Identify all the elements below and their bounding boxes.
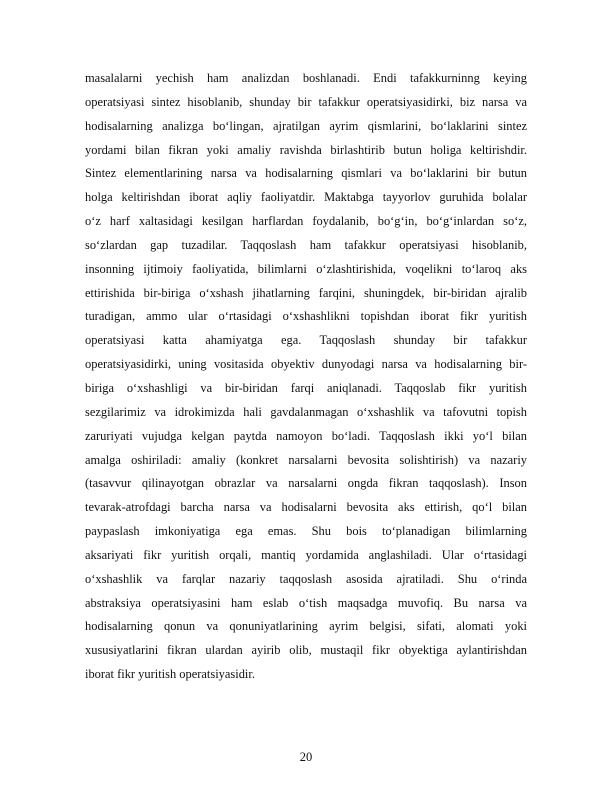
- text-line: o‘xshashlik va farqlar nazariy taqqoslash asosida ajratiladi. Shu o‘rinda: [85, 571, 527, 586]
- text-line: operatsiyasi katta ahamiyatga ega. Taqqoslash shunday bir tafakkur: [85, 333, 527, 348]
- text-line: yordami bilan fikran yoki amaliy ravishda birlashtirib butun holiga keltirishdir.: [85, 142, 527, 157]
- text-line: sezgilarimiz va idrokimizda hali gavdalanmagan o‘xshashlik va tafovutni topish: [85, 404, 527, 419]
- text-line: holga keltirishdan iborat aqliy faoliyatdir. Maktabga tayyorlov guruhida bolalar: [85, 190, 527, 205]
- text-line: aksariyati fikr yuritish orqali, mantiq yordamida anglashiladi. Ular o‘rtasidagi: [85, 547, 527, 562]
- text-line: so‘zlardan gap tuzadilar. Taqqoslash ham tafakkur operatsiyasi hisoblanib,: [85, 237, 527, 252]
- text-line: iborat fikr yuritish operatsiyasidir.: [85, 667, 255, 682]
- text-line: hodisalarning qonun va qonuniyatlarining ayrim belgisi, sifati, alomati yoki: [85, 619, 527, 634]
- text-line: paypaslash imkoniyatiga ega emas. Shu bois to‘planadigan bilimlarning: [85, 524, 527, 539]
- text-line: operatsiyasi sintez hisoblanib, shunday bir tafakkur operatsiyasidirki, biz narsa va: [85, 94, 527, 109]
- text-line: Sintez elementlarining narsa va hodisalarning qismlari va bo‘laklarini bir butun: [85, 166, 527, 181]
- text-line: amalga oshiriladi: amaliy (konkret narsalarni bevosita solishtirish) va nazariy: [85, 452, 527, 467]
- text-line: operatsiyasidirki, uning vositasida obyektiv dunyodagi narsa va hodisalarning bir-: [85, 357, 527, 372]
- text-line: abstraksiya operatsiyasini ham eslab o‘tish maqsadga muvofiq. Bu narsa va: [85, 595, 527, 610]
- text-line: hodisalarning analizga bo‘lingan, ajratilgan ayrim qismlarini, bo‘laklarini sintez: [85, 118, 527, 133]
- text-line: o‘z harf xaltasidagi kesilgan harflardan foydalanib, bo‘g‘in, bo‘g‘inlardan so‘z,: [85, 214, 527, 229]
- body-paragraph: [85, 67, 527, 687]
- text-line: tevarak-atrofdagi barcha narsa va hodisalarni bevosita aks ettirish, qo‘l bilan: [85, 500, 527, 515]
- text-line: insonning ijtimoiy faoliyatida, bilimlarni o‘zlashtirishida, voqelikni to‘laroq aks: [85, 261, 527, 276]
- text-line: zaruriyati vujudga kelgan paytda namoyon bo‘ladi. Taqqoslash ikki yo‘l bilan: [85, 428, 527, 443]
- page-number: 20: [299, 750, 313, 764]
- text-line: xususiyatlarini fikran ulardan ayirib olib, mustaqil fikr obyektiga aylantirishdan: [85, 643, 527, 658]
- text-line: (tasavvur qilinayotgan obrazlar va narsalarni ongda fikran taqqoslash). Inson: [85, 476, 527, 491]
- text-line: ettirishida bir-biriga o‘xshash jihatlarning farqini, shuningdek, bir-biridan ajralib: [85, 285, 527, 300]
- text-line: turadigan, ammo ular o‘rtasidagi o‘xshashlikni topishdan iborat fikr yuritish: [85, 309, 527, 324]
- text-line: biriga o‘xshashligi va bir-biridan farqi aniqlanadi. Taqqoslab fikr yuritish: [85, 380, 527, 395]
- text-line: masalalarni yechish ham analizdan boshlanadi. Endi tafakkurninng keying: [85, 71, 527, 85]
